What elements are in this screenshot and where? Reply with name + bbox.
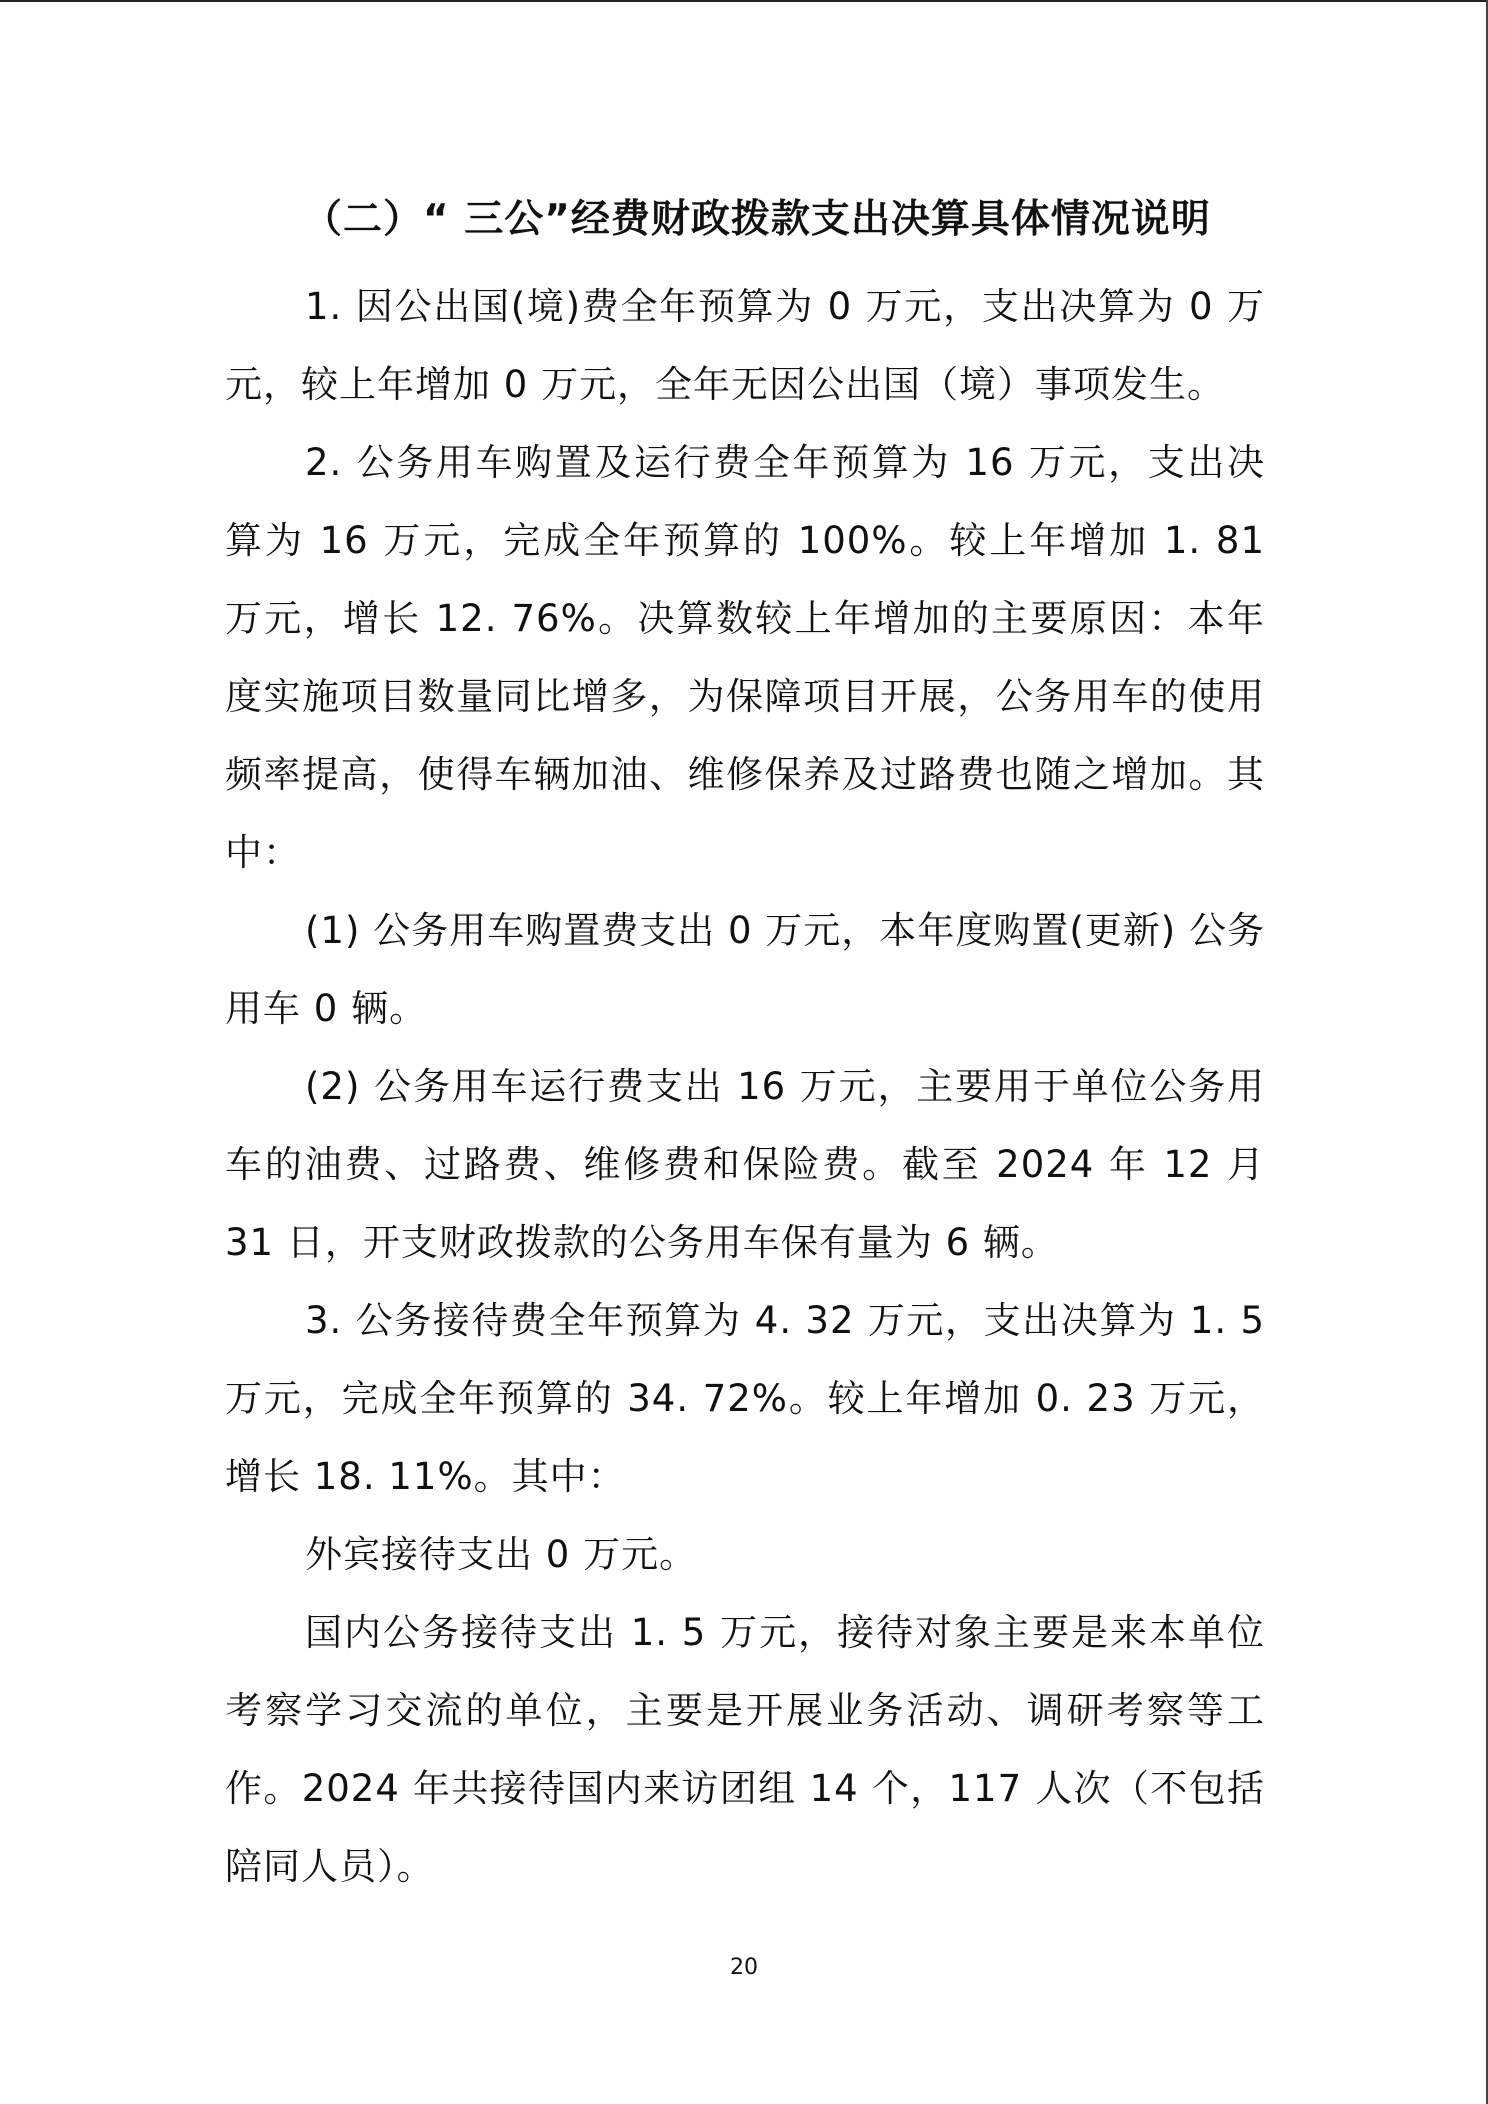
paragraph-reception-costs: 3. 公务接待费全年预算为 4. 32 万元，支出决算为 1. 5 万元，完成全年预算的 34. 72%。较上年增加 0. 23 万元，增长 18. 11%。其中： bbox=[225, 1299, 1265, 1498]
paragraph-vehicle-purchase: (1) 公务用车购置费支出 0 万元，本年度购置(更新) 公务用车 0 辆。 bbox=[225, 909, 1265, 1030]
page-top-border bbox=[0, 0, 1488, 2]
paragraph-vehicle-costs: 2. 公务用车购置及运行费全年预算为 16 万元，支出决算为 16 万元，完成全年预算的 100%。较上年增加 1. 81 万元，增长 12. 76%。决算数较上年增加的主要原因：本年度实施项目数量同比增多，为保障项目开展，公务用车的使用频率提高，使得车辆加油、维修保养及过路费也随之增加。其中： bbox=[225, 441, 1265, 874]
document-body bbox=[225, 190, 1265, 1906]
page-number: 20 bbox=[730, 1955, 758, 1980]
paragraph-domestic-reception: 国内公务接待支出 1. 5 万元，接待对象主要是来本单位考察学习交流的单位，主要是开展业务活动、调研考察等工作。2024 年共接待国内来访团组 14 个，117 人次（不包括陪同人员）。 bbox=[225, 1611, 1265, 1888]
paragraph-outbound-travel: 1. 因公出国(境)费全年预算为 0 万元，支出决算为 0 万元，较上年增加 0 万元，全年无因公出国（境）事项发生。 bbox=[225, 285, 1265, 406]
section-heading: （二）“ 三公”经费财政拨款支出决算具体情况说明 bbox=[303, 197, 1211, 242]
paragraph-vehicle-operation: (2) 公务用车运行费支出 16 万元，主要用于单位公务用车的油费、过路费、维修费和保险费。截至 2024 年 12 月 31 日，开支财政拨款的公务用车保有量为 6 辆。 bbox=[225, 1065, 1265, 1264]
paragraph-foreign-reception: 外宾接待支出 0 万元。 bbox=[305, 1533, 698, 1576]
